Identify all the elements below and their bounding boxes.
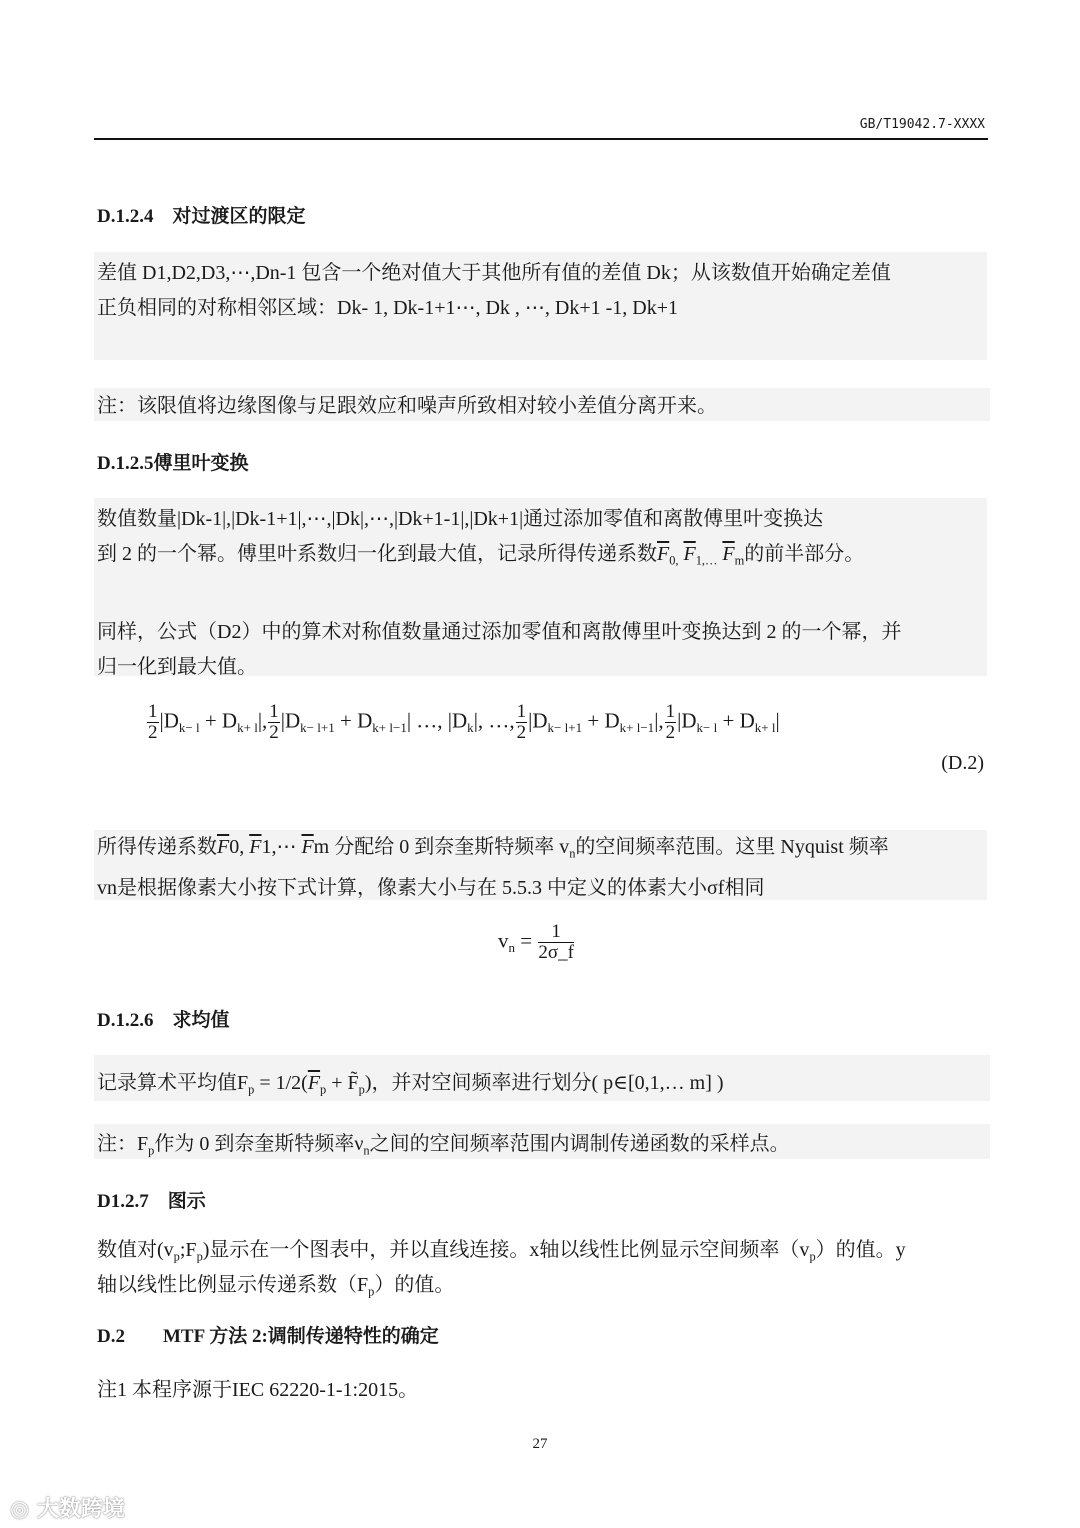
text-run: )显示在一个图表中，并以直线连接。x轴以线性比例显示空间频率（v bbox=[202, 1239, 810, 1261]
document-code: GB/T19042.7-XXXX bbox=[859, 117, 985, 132]
text-run: | bbox=[775, 708, 780, 733]
text-run: 的前半部分。 bbox=[744, 543, 865, 565]
watermark-text: 大数跨境 bbox=[36, 1497, 125, 1522]
formula-nyquist bbox=[498, 922, 575, 963]
overlined-symbol: $\overline{F}$ bbox=[657, 543, 670, 565]
fraction bbox=[268, 702, 280, 743]
text-run: v bbox=[498, 928, 509, 953]
subscript: k− l+1 bbox=[547, 719, 583, 735]
heading-d126: D.1.2.6 求均值 bbox=[97, 1010, 230, 1031]
denominator: 2σ_f bbox=[538, 942, 574, 963]
paragraph-mean bbox=[94, 1055, 990, 1101]
denominator: 2 bbox=[148, 722, 158, 743]
subscript: k+ l bbox=[237, 719, 258, 735]
subscript: n bbox=[569, 846, 576, 861]
subscript: k− l bbox=[696, 719, 718, 735]
text-run: ;F bbox=[179, 1239, 197, 1261]
text-run: | …, |D bbox=[406, 708, 468, 733]
fraction bbox=[665, 702, 677, 743]
paragraph-transition-limit bbox=[94, 252, 987, 360]
text-run: |, …, bbox=[473, 708, 515, 733]
fraction bbox=[538, 922, 574, 963]
subscript: m bbox=[734, 553, 745, 568]
watermark-logo bbox=[10, 1492, 125, 1523]
subscript: k+ l−1 bbox=[372, 719, 407, 735]
text-run: = 1/2( bbox=[254, 1072, 308, 1094]
text-run: 所得传递系数 bbox=[97, 836, 217, 858]
watermark-icon: ◎ bbox=[10, 1497, 37, 1522]
overlined-symbol: $\overline{F}$ bbox=[217, 836, 230, 858]
denominator: 2 bbox=[269, 722, 279, 743]
subscript: n bbox=[363, 1143, 370, 1158]
text-run: 记录算术平均值F bbox=[97, 1072, 249, 1094]
overlined-symbol: $\overline{F}$ bbox=[249, 836, 262, 858]
text-line bbox=[97, 1236, 906, 1271]
subscript: k+ l bbox=[754, 719, 776, 735]
numerator: 1 bbox=[538, 922, 574, 943]
subscript: 0, bbox=[669, 553, 679, 568]
denominator: 2 bbox=[516, 722, 527, 743]
text-line bbox=[97, 1271, 906, 1306]
text-run: |D bbox=[159, 708, 179, 733]
subscript: p bbox=[173, 1249, 180, 1264]
text-run: |D bbox=[528, 708, 548, 733]
heading-d124: D.1.2.4 对过渡区的限定 bbox=[97, 206, 306, 227]
overlined-symbol: $\overline{F}$ bbox=[301, 836, 314, 858]
text-run: = bbox=[515, 928, 538, 953]
text-run: ）的值。 bbox=[374, 1274, 455, 1297]
text-run: |, bbox=[654, 708, 664, 733]
note-sampling bbox=[94, 1124, 990, 1159]
text-line: 正负相同的对称相邻区域：Dk- 1, Dk-1+1⋯, Dk , ⋯, Dk+1 -1, Dk+1 bbox=[97, 297, 679, 319]
text-run: 1,⋯ bbox=[261, 836, 302, 858]
text-run: m 分配给 0 到奈奎斯特频率 v bbox=[313, 836, 570, 858]
denominator: 2 bbox=[665, 722, 676, 743]
text-run: 到 2 的一个幂。傅里叶系数归一化到最大值，记录所得传递系数 bbox=[97, 543, 657, 565]
subscript: 1,… bbox=[695, 553, 718, 568]
text-run: + F̃ bbox=[326, 1072, 359, 1094]
overlined-symbol: $\overline{F}$ bbox=[683, 543, 696, 565]
numerator: 1 bbox=[665, 701, 676, 722]
paragraph-plot bbox=[97, 1236, 906, 1307]
subscript: p bbox=[248, 1082, 255, 1097]
text-run: ）的值。y bbox=[815, 1239, 906, 1261]
note-limit: 注：该限值将边缘图像与足跟效应和噪声所致相对较小差值分离开来。 bbox=[94, 388, 990, 421]
text-run: + D bbox=[334, 708, 373, 733]
page-number: 27 bbox=[532, 1436, 548, 1452]
text-run: + D bbox=[199, 708, 238, 733]
subscript: p bbox=[358, 1082, 365, 1097]
text-run: + D bbox=[717, 708, 755, 733]
header-rule bbox=[94, 138, 988, 140]
paragraph-fourier bbox=[94, 498, 987, 679]
numerator: 1 bbox=[269, 701, 279, 722]
numerator: 1 bbox=[516, 701, 527, 722]
text-line: 同样，公式（D2）中的算术对称值数量通过添加零值和离散傅里叶变换达到 2 的一个幂，并 bbox=[97, 621, 902, 644]
subscript: k bbox=[467, 719, 474, 735]
text-line: 差值 D1,D2,D3,⋯,Dn-1 包含一个绝对值大于其他所有值的差值 Dk；从该数值开始确定差值 bbox=[97, 262, 891, 284]
text-run: |D bbox=[677, 708, 697, 733]
text-run: 的空间频率范围。这里 Nyquist 频率 bbox=[575, 836, 889, 858]
heading-d127: D1.2.7 图示 bbox=[97, 1191, 206, 1212]
numerator: 1 bbox=[148, 701, 158, 722]
subscript: k− l bbox=[178, 719, 200, 735]
text-line: 归一化到最大值。 bbox=[97, 656, 257, 679]
text-run: 之间的空间频率范围内调制传递函数的采样点。 bbox=[369, 1133, 790, 1155]
text-line bbox=[94, 830, 987, 871]
subscript: p bbox=[196, 1249, 203, 1264]
text-run: 作为 0 到奈奎斯特频率ν bbox=[154, 1133, 364, 1155]
text-run: |D bbox=[280, 708, 301, 733]
subscript: n bbox=[508, 939, 516, 955]
text-line bbox=[94, 537, 987, 578]
text-run: vn是根据像素大小按下式计算，像素大小与在 5.5.3 中定义的体素大小σf相同 bbox=[97, 877, 765, 900]
heading-d2: D.2 MTF 方法 2:调制传递特性的确定 bbox=[97, 1326, 439, 1347]
subscript: k+ l−1 bbox=[619, 719, 655, 735]
text-line bbox=[94, 871, 987, 906]
heading-d125: D.1.2.5傅里叶变换 bbox=[97, 453, 249, 474]
text-run: 数值对(v bbox=[97, 1239, 174, 1261]
overlined-symbol: $\overline{F}$ bbox=[307, 1072, 321, 1094]
text-run: + D bbox=[582, 708, 620, 733]
text-run: |, bbox=[257, 708, 268, 733]
text-run: )，并对空间频率进行划分( p∈[0,1,… m] ) bbox=[364, 1072, 724, 1094]
subscript: p bbox=[148, 1143, 155, 1158]
text-run: 0, bbox=[229, 836, 250, 858]
formula-label: (D.2) bbox=[941, 752, 984, 774]
fraction bbox=[516, 702, 528, 743]
note-source: 注1 本程序源于IEC 62220-1-1:2015。 bbox=[97, 1379, 419, 1401]
text-run: 轴以线性比例显示传递系数（F bbox=[97, 1274, 369, 1297]
formula-d2 bbox=[146, 702, 780, 743]
subscript: p bbox=[809, 1249, 816, 1264]
overlined-symbol: $\overline{F}$ bbox=[722, 543, 735, 565]
subscript: k− l+1 bbox=[300, 719, 335, 735]
text-line: 数值数量|Dk-1|,|Dk-1+1|,⋯,|Dk|,⋯,|Dk+1-1|,|Dk+1|通过添加零值和离散傅里叶变换达 bbox=[97, 508, 824, 530]
subscript: p bbox=[320, 1082, 327, 1097]
subscript: p bbox=[368, 1284, 375, 1299]
paragraph-nyquist bbox=[94, 830, 987, 900]
fraction bbox=[147, 702, 159, 743]
text-run: 注：F bbox=[97, 1133, 149, 1155]
